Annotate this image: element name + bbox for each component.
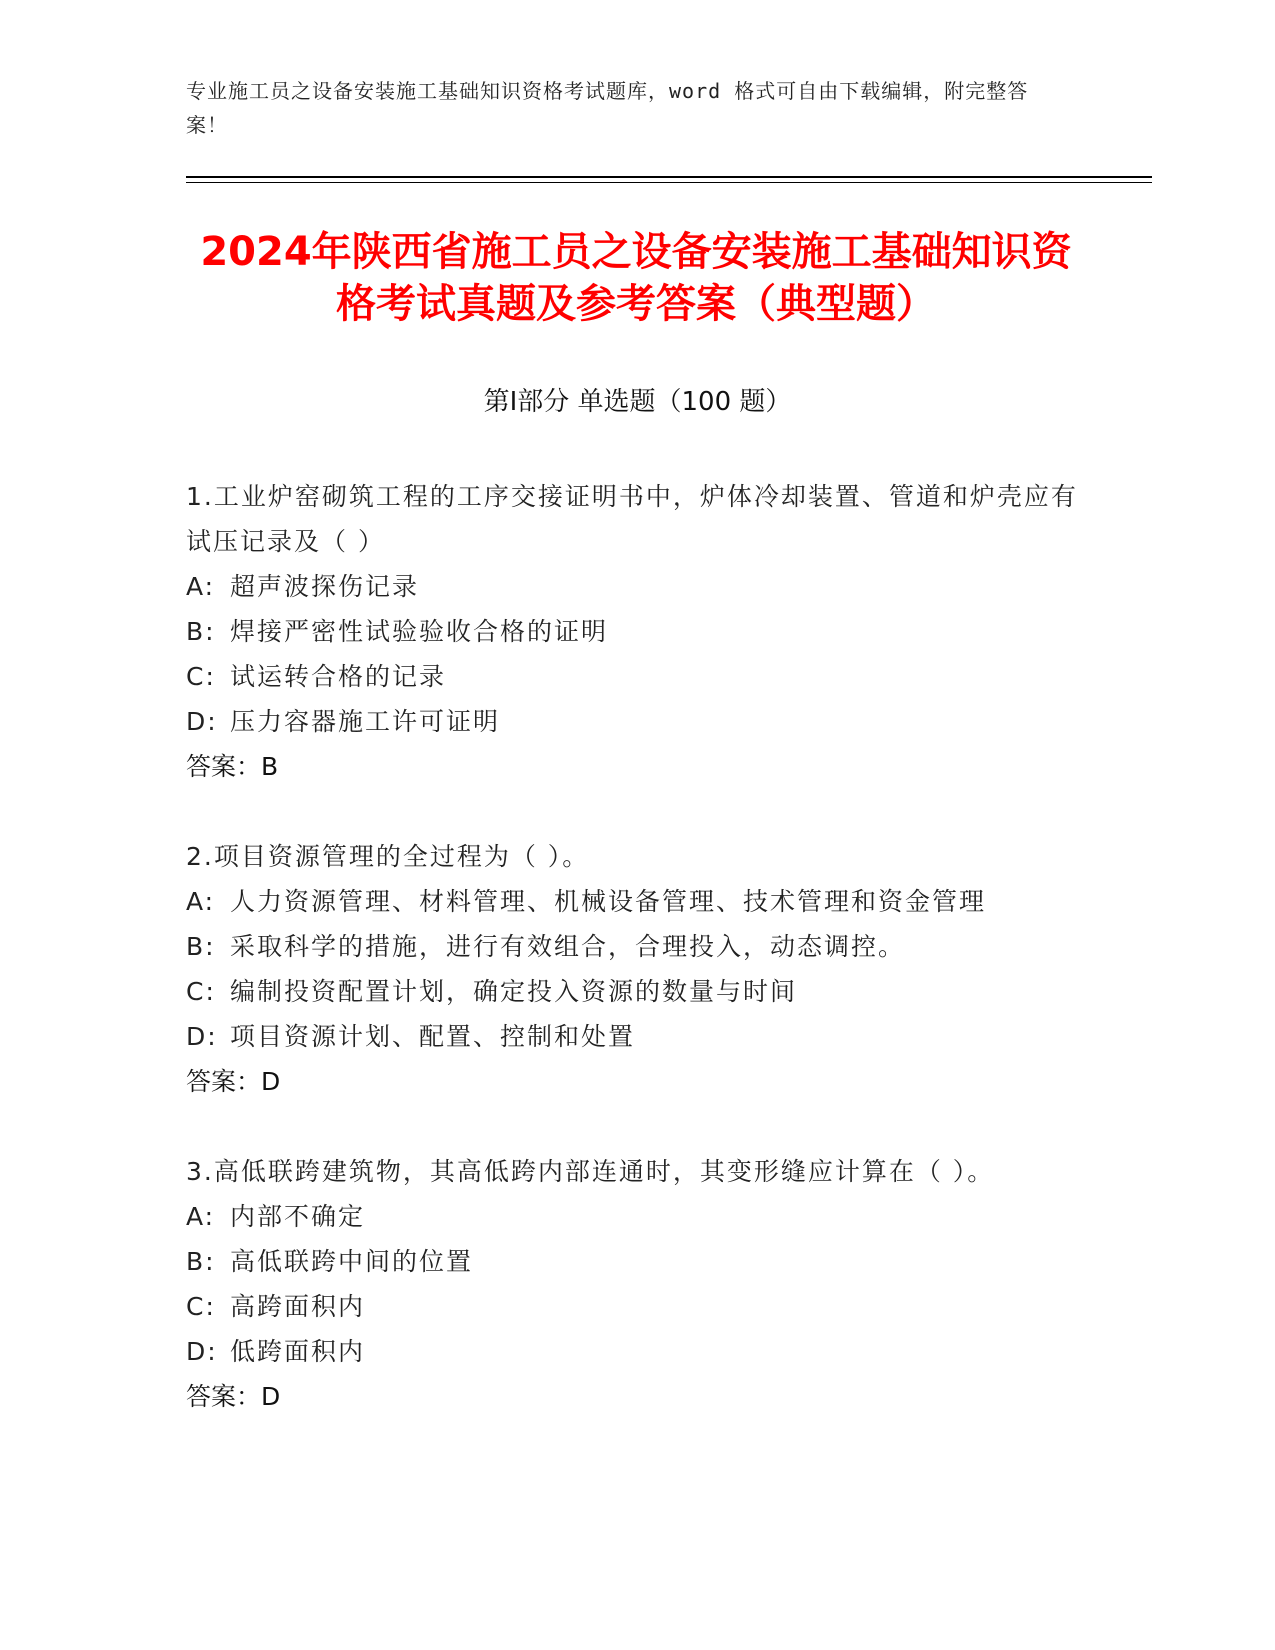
option-key: D:	[186, 707, 218, 736]
option-key: B:	[186, 932, 216, 961]
option-key: C:	[186, 662, 216, 691]
option-key: A:	[186, 1202, 216, 1231]
question-1	[186, 474, 1086, 789]
question-list	[186, 474, 1086, 1464]
option-a	[186, 879, 1086, 924]
option-text: 超声波探伤记录	[230, 572, 420, 601]
header-note: 专业施工员之设备安装施工基础知识资格考试题库，word 格式可自由下载编辑，附完整答案！	[186, 79, 1029, 137]
option-d	[186, 699, 1086, 744]
option-text: 压力容器施工许可证明	[230, 707, 501, 736]
option-text: 试运转合格的记录	[230, 662, 447, 691]
header-divider-thick	[186, 176, 1152, 178]
option-text: 采取科学的措施，进行有效组合，合理投入，动态调控。	[230, 932, 906, 961]
question-stem: 2.项目资源管理的全过程为（ ）。	[186, 842, 590, 871]
option-a	[186, 564, 1086, 609]
answer-line: 答案：D	[186, 1382, 281, 1411]
option-text: 高低联跨中间的位置	[230, 1247, 474, 1276]
question-3	[186, 1149, 1086, 1419]
option-key: D:	[186, 1022, 218, 1051]
option-key: D:	[186, 1337, 218, 1366]
option-key: B:	[186, 617, 216, 646]
option-text: 内部不确定	[230, 1202, 366, 1231]
answer-line: 答案：B	[186, 752, 279, 781]
option-b	[186, 1239, 1086, 1284]
option-text: 人力资源管理、材料管理、机械设备管理、技术管理和资金管理	[230, 887, 987, 916]
question-2	[186, 834, 1086, 1104]
section-heading: 第Ⅰ部分 单选题（100 题）	[483, 387, 792, 417]
option-key: A:	[186, 572, 216, 601]
option-b	[186, 924, 1086, 969]
option-c	[186, 654, 1086, 699]
option-text: 项目资源计划、配置、控制和处置	[230, 1022, 636, 1051]
option-key: C:	[186, 1292, 216, 1321]
question-stem: 1.工业炉窑砌筑工程的工序交接证明书中，炉体冷却装置、管道和炉壳应有试压记录及（ ）	[186, 482, 1078, 556]
question-stem: 3.高低联跨建筑物，其高低跨内部连通时，其变形缝应计算在（ ）。	[186, 1157, 995, 1186]
option-text: 焊接严密性试验验收合格的证明	[230, 617, 609, 646]
option-d	[186, 1329, 1086, 1374]
option-b	[186, 609, 1086, 654]
option-c	[186, 1284, 1086, 1329]
document-title: 2024年陕西省施工员之设备安装施工基础知识资格考试真题及参考答案（典型题）	[200, 229, 1072, 327]
option-a	[186, 1194, 1086, 1239]
option-text: 编制投资配置计划，确定投入资源的数量与时间	[230, 977, 798, 1006]
option-text: 低跨面积内	[230, 1337, 366, 1366]
option-key: B:	[186, 1247, 216, 1276]
option-text: 高跨面积内	[230, 1292, 366, 1321]
answer-line: 答案：D	[186, 1067, 281, 1096]
option-key: C:	[186, 977, 216, 1006]
option-d	[186, 1014, 1086, 1059]
option-key: A:	[186, 887, 216, 916]
header-divider-thin	[186, 182, 1152, 183]
option-c	[186, 969, 1086, 1014]
